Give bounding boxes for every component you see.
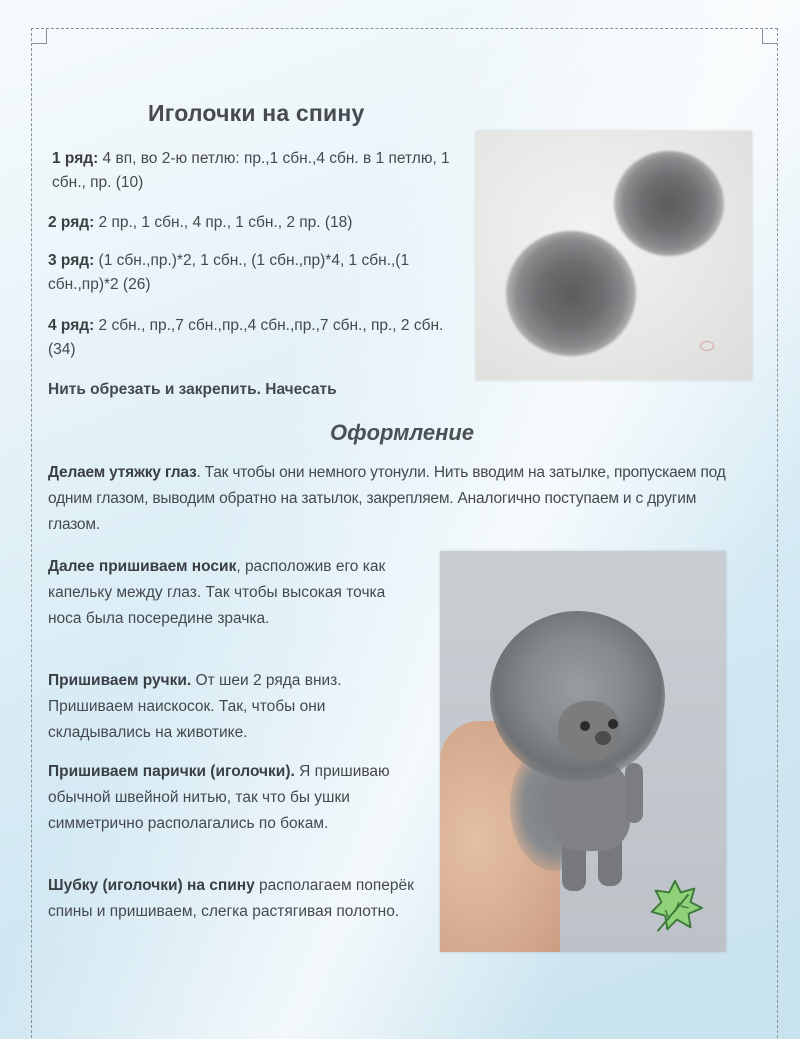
paragraph-heading: Пришиваем парички (иголочки). — [48, 763, 295, 780]
paragraph-coat — [48, 873, 428, 925]
paragraph-heading: Шубку (иголочки) на спину — [48, 877, 255, 894]
paragraph-nose — [48, 554, 423, 632]
leaf-icon — [646, 877, 704, 935]
paragraph-text: От шеи 2 ряда вниз. Пришиваем наискосок. Так, чтобы они складывались на животике. — [48, 672, 342, 741]
row-text: (1 сбн.,пр.)*2, 1 сбн., (1 сбн.,пр)*4, 1 сбн.,(1 сбн.,пр)*2 (26) — [48, 252, 410, 293]
section-title: Оформление — [330, 420, 475, 445]
paragraph-heading: Далее пришиваем носик — [48, 558, 237, 575]
paragraph-text: . Так чтобы они немного утонули. Нить вводим на затылке, пропускаем под одним глазом, выводим обратно на затылок, закрепляем. Аналогично поступаем и с другим глазом. — [48, 464, 726, 533]
watermark-icon — [700, 341, 714, 351]
row-text: 2 сбн., пр.,7 сбн.,пр.,4 сбн.,пр.,7 сбн., пр., 2 сбн. (34) — [48, 317, 444, 358]
paragraph-text: , расположив его как капельку между глаз. Так чтобы высокая точка носа была посередине зрачка. — [48, 558, 386, 627]
hedgehog-eye — [608, 719, 618, 729]
row-label: 3 ряд: — [48, 252, 95, 269]
pattern-row-2 — [48, 211, 468, 235]
fluffy-piece — [506, 231, 636, 356]
paragraph-wig — [48, 759, 428, 837]
pattern-row-1 — [52, 147, 462, 195]
row-text: 2 пр., 1 сбн., 4 пр., 1 сбн., 2 пр. (18) — [94, 214, 353, 231]
corner-mark-top-left — [31, 28, 47, 44]
corner-mark-top-right — [762, 28, 778, 44]
fluffy-piece — [614, 151, 724, 256]
hedgehog-eye — [580, 721, 590, 731]
row-text: 4 вп, во 2-ю петлю: пр.,1 сбн.,4 сбн. в 1 петлю, 1 сбн., пр. (10) — [52, 150, 450, 191]
photo-spike-pieces — [476, 131, 752, 380]
paragraph-hands — [48, 668, 423, 746]
row-label: 1 ряд: — [52, 150, 99, 167]
hedgehog-nose — [595, 731, 611, 745]
hedgehog-face — [558, 701, 620, 761]
photo-hedgehog-toy — [440, 551, 726, 952]
row-label: 4 ряд: — [48, 317, 95, 334]
paragraph-heading: Пришиваем ручки. — [48, 672, 192, 689]
pattern-row-4 — [48, 314, 468, 362]
paragraph-text: Я пришиваю обычной швейной нитью, так что бы ушки симметрично располагались по бокам. — [48, 763, 390, 832]
paragraph-text: располагаем поперёк спины и пришиваем, слегка растягивая полотно. — [48, 877, 414, 920]
row-label: 2 ряд: — [48, 214, 95, 231]
paragraph-eyes — [48, 460, 728, 538]
pattern-row-3 — [48, 249, 468, 297]
hedgehog-arm — [625, 763, 643, 823]
finish-note: Нить обрезать и закрепить. Начесать — [48, 381, 337, 398]
page-title: Иголочки на спину — [148, 100, 365, 126]
paragraph-heading: Делаем утяжку глаз — [48, 464, 197, 481]
